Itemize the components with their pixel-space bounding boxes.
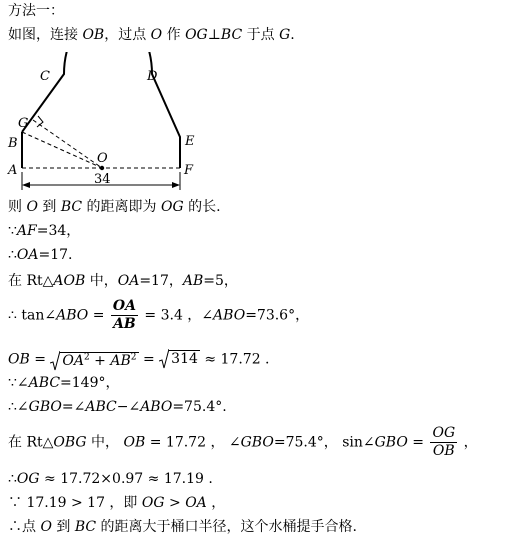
var: O: [40, 519, 52, 535]
var: O: [26, 199, 38, 215]
text: −∠: [116, 399, 141, 415]
distance-line: [8, 198, 221, 216]
var: BC: [74, 519, 97, 535]
ob-length-line: [8, 348, 270, 371]
var: OG: [185, 27, 208, 43]
because-symbol: ∵: [8, 495, 22, 511]
text: 则: [8, 199, 27, 215]
text: 在 Rt△: [8, 273, 54, 289]
var: OB: [82, 27, 105, 43]
intro-line: [8, 26, 295, 44]
text: =149°，: [60, 375, 120, 391]
var: AB: [182, 273, 204, 289]
therefore-symbol: ∴: [8, 307, 17, 324]
text: >: [164, 495, 186, 511]
var: OG: [161, 199, 184, 215]
rt-aob-line: [8, 272, 238, 290]
var: G: [279, 27, 291, 43]
text: =34，: [36, 223, 81, 239]
text: 中，: [85, 273, 118, 289]
label-f: F: [184, 163, 194, 178]
var: OA: [16, 247, 39, 263]
text: =∠: [61, 399, 86, 415]
text: 的距离即为: [82, 199, 162, 215]
text: ，过点: [104, 27, 151, 43]
radical-sign-icon: [159, 349, 169, 369]
text: =75.4°.: [172, 399, 227, 415]
text: =17，: [139, 273, 183, 289]
numerator: OA: [112, 298, 136, 314]
var: GBO: [28, 399, 62, 415]
var: ABO: [140, 399, 173, 415]
radical-sign-icon: [50, 351, 60, 371]
text: 作: [162, 27, 186, 43]
therefore-symbol: ∴: [8, 247, 17, 263]
var: OG: [16, 471, 40, 487]
var: ABO: [213, 307, 246, 324]
text: 于点: [242, 27, 280, 43]
text: 在 Rt△: [8, 434, 54, 451]
text: =17.: [38, 247, 73, 263]
conclusion-line: [8, 518, 357, 536]
rt-obg-line: [8, 425, 478, 460]
var: BC: [220, 27, 243, 43]
denominator: OB: [432, 443, 455, 459]
text: 如图，连接: [8, 27, 83, 43]
text: =: [407, 434, 429, 451]
fraction-oa-ab: [111, 298, 138, 333]
exponent: 2: [130, 352, 137, 362]
var: OA: [185, 495, 207, 511]
label-d: D: [147, 69, 158, 84]
var: BC: [60, 199, 83, 215]
sqrt-314: [159, 349, 200, 369]
label-b: B: [8, 136, 18, 151]
var: OA: [117, 273, 140, 289]
text: 到: [37, 199, 61, 215]
text: 到: [51, 519, 75, 535]
var: OA: [62, 352, 84, 369]
text: =: [138, 351, 160, 368]
var: OG: [141, 495, 165, 511]
because-symbol: ∵: [8, 223, 17, 239]
var: GBO: [374, 434, 408, 451]
radicand: 314: [171, 351, 198, 368]
segment-og: [33, 120, 102, 168]
text: ∠: [16, 375, 29, 391]
given-af-line: [8, 222, 80, 240]
label-e: E: [185, 134, 195, 149]
text: 的距离大于桶口半径，这个水桶提手合格.: [96, 519, 358, 535]
text: ，: [206, 495, 226, 511]
var: GBO: [240, 434, 274, 451]
text: =: [29, 351, 51, 368]
label-a: A: [8, 163, 18, 178]
var: OBG: [53, 434, 87, 451]
text: =75.4°， sin∠: [273, 434, 375, 451]
therefore-symbol: ∴: [8, 519, 22, 535]
og-value-line: [8, 470, 213, 488]
text: 中，: [86, 434, 124, 451]
text: .: [290, 27, 295, 43]
fraction-og-ob: [430, 425, 457, 460]
var: OB: [8, 351, 30, 368]
text: =5，: [203, 273, 238, 289]
text: 17.19 > 17 ，即: [22, 495, 142, 511]
text: = 17.72 ， ∠: [145, 434, 241, 451]
text: tan∠: [21, 307, 57, 324]
arrow-left: [22, 182, 30, 188]
label-c: C: [40, 69, 50, 84]
point-o: [100, 166, 104, 170]
perp-symbol: ⊥: [207, 27, 221, 43]
text: 的长.: [183, 199, 221, 215]
text: ≈ 17.72×0.97 ≈ 17.19 .: [39, 471, 213, 487]
comparison-line: [8, 494, 225, 512]
therefore-symbol: ∴: [8, 399, 17, 415]
tan-abo-line: [8, 298, 309, 333]
text: ∠: [16, 399, 29, 415]
segment-ob: [22, 132, 102, 168]
text: ，: [459, 434, 478, 451]
therefore-symbol: ∴: [8, 471, 17, 487]
text: ∠: [201, 307, 214, 324]
numerator: OG: [432, 425, 456, 441]
arrow-right: [172, 182, 180, 188]
var: ABC: [28, 375, 61, 391]
var: OB: [123, 434, 146, 451]
sqrt-expression: [50, 348, 138, 371]
because-symbol: ∵: [8, 375, 17, 391]
var: ABO: [56, 307, 89, 324]
oa-line: [8, 246, 73, 264]
var: AB: [110, 352, 131, 369]
label-g: G: [18, 116, 29, 131]
var: ABC: [85, 399, 117, 415]
radicand: [60, 352, 138, 369]
label-o: O: [97, 151, 108, 166]
text: +: [89, 352, 111, 369]
solution-heading: 方法一：: [8, 3, 64, 19]
dimension-label: 34: [94, 172, 111, 187]
bucket-handle-figure: [0, 52, 230, 198]
var: AOB: [53, 273, 86, 289]
angle-gbo-line: [8, 398, 227, 416]
denominator: AB: [113, 316, 136, 332]
text: = 3.4 ，: [139, 307, 202, 324]
exponent: 2: [84, 352, 90, 362]
text: ≈ 17.72 .: [199, 351, 270, 368]
var: AF: [16, 223, 37, 239]
text: =: [88, 307, 109, 324]
text: 点: [22, 519, 41, 535]
angle-abc-line: [8, 374, 119, 392]
text: =73.6°，: [245, 307, 310, 324]
var: O: [150, 27, 163, 43]
